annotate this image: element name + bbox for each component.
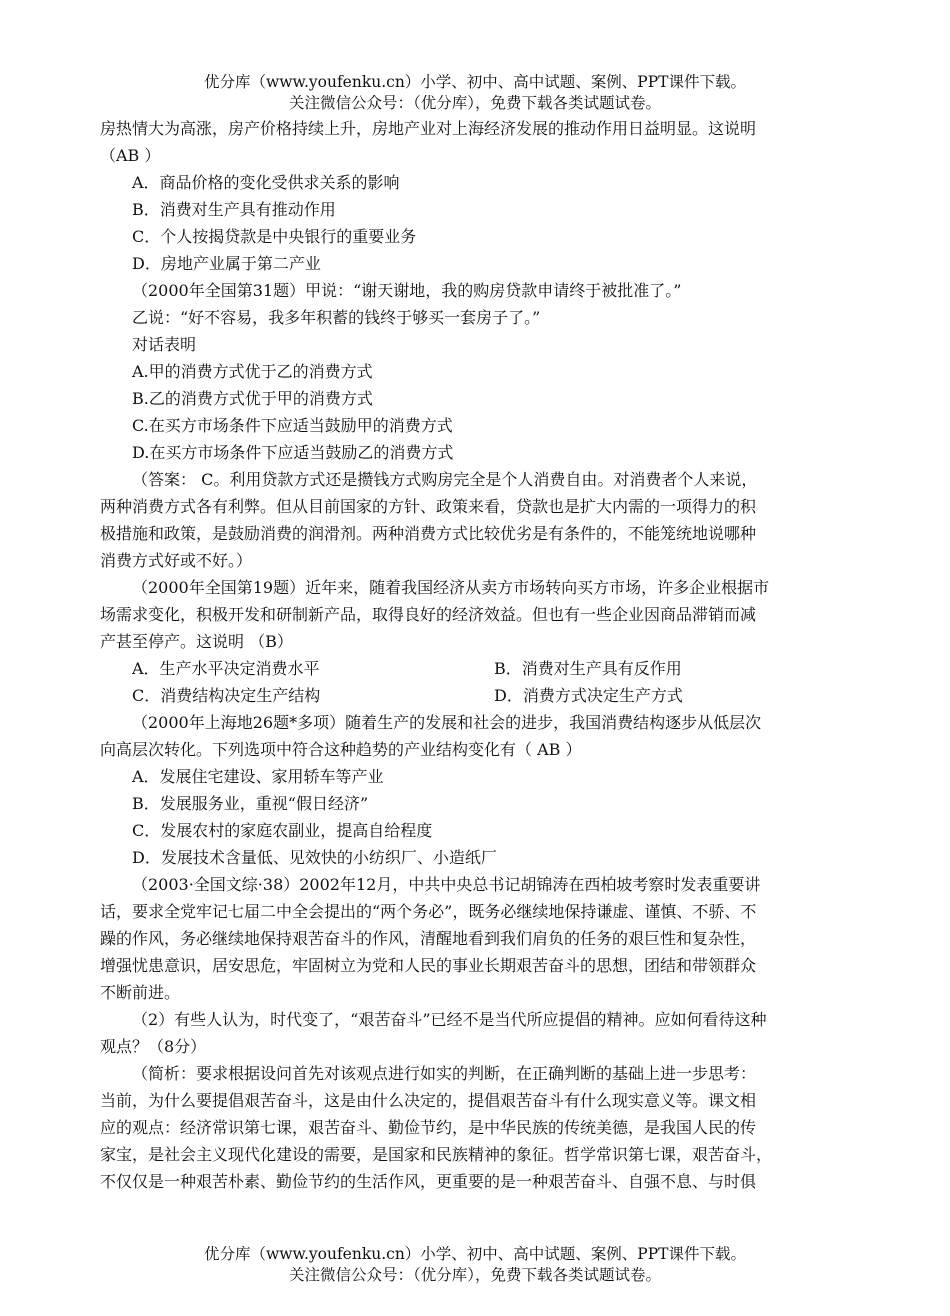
q1-stem-line-2: （AB ） [100,146,161,165]
q2-answer-line-2: 两种消费方式各有利弊。但从目前国家的方针、政策来看，贷款也是扩大内需的一项得力的积 [100,497,757,516]
q5-stem-line-4: 增强忧患意识，居安思危，牢固树立为党和人民的事业长期艰苦奋斗的思想，团结和带领群众 [100,956,757,975]
q1-option-a: A．商品价格的变化受供求关系的影响 [132,173,400,192]
q1-stem-line-1: 房热情大为高涨，房产价格持续上升，房地产业对上海经济发展的推动作用日益明显。这说明 [100,119,757,138]
q5-sub-question-line-2: 观点？（8分） [100,1037,207,1056]
q4-option-b: B．发展服务业，重视“假日经济” [132,794,369,813]
q3-option-c: C．消费结构决定生产结构 [132,686,321,705]
q4-stem-line-1: （2000年上海地26题*多项）随着生产的发展和社会的进步，我国消费结构逐步从低层次 [132,713,762,732]
q2-option-b: B.乙的消费方式优于甲的消费方式 [132,389,373,408]
q5-stem-line-2: 话，要求全党牢记七届二中全会提出的“两个务必”，既务必继续地保持谦虚、谨慎、不骄、不 [100,902,757,921]
q2-stem-line-1: （2000年全国第31题）甲说：“谢天谢地，我的购房贷款申请终于被批准了。” [132,281,682,300]
footer-line-2: 关注微信公众号：（优分库），免费下载各类试题试卷。 [288,1266,661,1284]
q5-stem-line-3: 躁的作风，务必继续地保持艰苦奋斗的作风，清醒地看到我们肩负的任务的艰巨性和复杂性， [100,929,757,948]
q1-option-c: C．个人按揭贷款是中央银行的重要业务 [132,227,417,246]
q2-answer-line-3: 极措施和政策，是鼓励消费的润滑剂。两种消费方式比较优劣是有条件的，不能笼统地说哪种 [100,524,757,543]
q4-option-c: C．发展农村的家庭农副业，提高自给程度 [132,821,433,840]
q5-analysis-line-3: 应的观点：经济常识第七课，艰苦奋斗、勤俭节约，是中华民族的传统美德，是我国人民的传 [100,1118,757,1137]
q2-stem-line-2: 乙说：“好不容易，我多年积蓄的钱终于够买一套房子了。” [132,308,541,327]
header-line-2: 关注微信公众号：（优分库），免费下载各类试题试卷。 [288,94,661,112]
q5-analysis-line-2: 当前，为什么要提倡艰苦奋斗，这是由什么决定的，提倡艰苦奋斗有什么现实意义等。课文相 [100,1091,757,1110]
document-body [100,115,852,1195]
q2-answer-line-1: （答案： C。利用贷款方式还是攒钱方式购房完全是个人消费自由。对消费者个人来说， [132,470,758,489]
q2-option-c: C.在买方市场条件下应适当鼓励甲的消费方式 [132,416,453,435]
q3-option-b: B．消费对生产具有反作用 [494,659,682,678]
q5-stem-line-5: 不断前进。 [100,983,181,1002]
q2-option-a: A.甲的消费方式优于乙的消费方式 [132,362,373,381]
q2-stem-line-3: 对话表明 [132,335,197,354]
q3-option-a: A．生产水平决定消费水平 [132,659,320,678]
page-footer [0,1244,950,1286]
q5-stem-line-1: （2003·全国文综·38）2002年12月，中共中央总书记胡锦涛在西柏坡考察时发表重要讲 [132,875,761,894]
q4-option-a: A．发展住宅建设、家用轿车等产业 [132,767,384,786]
q3-option-d: D．消费方式决定生产方式 [494,686,683,705]
q3-options-row-2 [100,682,852,709]
q5-analysis-line-5: 不仅仅是一种艰苦朴素、勤俭节约的生活作风，更重要的是一种艰苦奋斗、自强不息、与时俱 [100,1172,757,1191]
page-header [0,72,950,114]
q2-option-d: D.在买方市场条件下应适当鼓励乙的消费方式 [132,443,454,462]
q3-stem-line-3: 产甚至停产。这说明 （B） [100,632,293,651]
q5-sub-question-line-1: （2）有些人认为，时代变了，“艰苦奋斗”已经不是当代所应提倡的精神。应如何看待这种 [132,1010,767,1029]
footer-line-1: 优分库（www.youfenku.cn）小学、初中、高中试题、案例、PPT课件下载。 [203,1245,747,1263]
q4-option-d: D．发展技术含量低、见效快的小纺织厂、小造纸厂 [132,848,497,867]
q3-stem-line-1: （2000年全国第19题）近年来，随着我国经济从卖方市场转向买方市场，许多企业根据市 [132,578,770,597]
q5-analysis-line-4: 家宝，是社会主义现代化建设的需要，是国家和民族精神的象征。哲学常识第七课，艰苦奋斗， [100,1145,773,1164]
q3-options-row-1 [100,655,852,682]
q4-stem-line-2: 向高层次转化。下列选项中符合这种趋势的产业结构变化有（ AB ） [100,740,582,759]
q2-answer-line-4: 消费方式好或不好。） [100,551,253,570]
q1-option-d: D．房地产业属于第二产业 [132,254,321,273]
q5-analysis-line-1: （简析：要求根据设问首先对该观点进行如实的判断，在正确判断的基础上进一步思考： [132,1064,757,1083]
header-line-1: 优分库（www.youfenku.cn）小学、初中、高中试题、案例、PPT课件下载。 [203,73,747,91]
q1-option-b: B．消费对生产具有推动作用 [132,200,336,219]
q3-stem-line-2: 场需求变化，积极开发和研制新产品，取得良好的经济效益。但也有一些企业因商品滞销而减 [100,605,757,624]
